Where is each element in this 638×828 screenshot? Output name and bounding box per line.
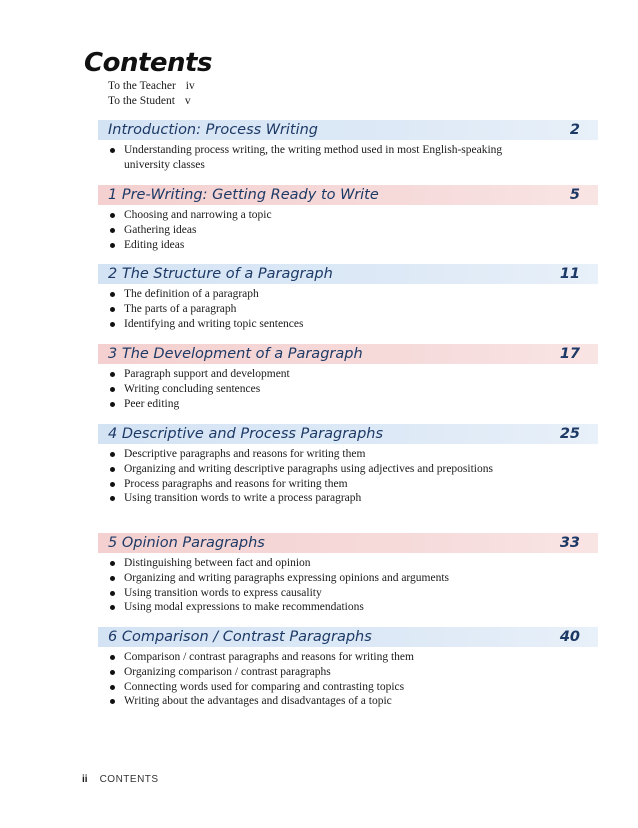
topic-item: Choosing and narrowing a topic xyxy=(98,208,544,223)
page-title: Contents xyxy=(84,48,212,78)
section-page-number: 33 xyxy=(559,535,580,551)
topic-item: Using modal expressions to make recommendations xyxy=(98,600,544,615)
toc-section-1 xyxy=(98,185,598,252)
section-header-bar xyxy=(98,424,598,444)
topic-item: Organizing and writing paragraphs expressing opinions and arguments xyxy=(98,571,544,586)
section-header-bar xyxy=(98,185,598,205)
front-matter-item xyxy=(108,94,195,109)
section-topic-list xyxy=(98,287,598,331)
front-matter-item xyxy=(108,79,195,94)
topic-item: Peer editing xyxy=(98,397,544,412)
topic-item: The definition of a paragraph xyxy=(98,287,544,302)
footer-page-number: ii xyxy=(82,774,88,785)
section-page-number: 17 xyxy=(559,346,580,362)
topic-item: Distinguishing between fact and opinion xyxy=(98,556,544,571)
toc-section-introduction xyxy=(98,120,598,173)
front-matter-list xyxy=(108,79,195,109)
section-title: 2 The Structure of a Paragraph xyxy=(108,266,333,282)
topic-item: Organizing and writing descriptive paragraphs using adjectives and prepositions xyxy=(98,462,544,477)
toc-section-3 xyxy=(98,344,598,411)
section-topic-list xyxy=(98,556,598,615)
topic-item: Using transition words to express causality xyxy=(98,586,544,601)
topic-item: Gathering ideas xyxy=(98,223,544,238)
front-matter-page: v xyxy=(184,95,191,107)
section-title: Introduction: Process Writing xyxy=(108,122,318,138)
topic-item: Writing concluding sentences xyxy=(98,382,544,397)
toc-section-4 xyxy=(98,424,598,506)
toc-section-2 xyxy=(98,264,598,331)
page-footer xyxy=(82,774,159,785)
section-page-number: 5 xyxy=(569,187,580,203)
topic-item: Organizing comparison / contrast paragraphs xyxy=(98,665,544,680)
section-header-bar xyxy=(98,120,598,140)
section-header-bar xyxy=(98,344,598,364)
section-title: 4 Descriptive and Process Paragraphs xyxy=(108,426,384,442)
section-topic-list xyxy=(98,367,598,411)
topic-item: Connecting words used for comparing and contrasting topics xyxy=(98,680,544,695)
topic-item: Using transition words to write a process paragraph xyxy=(98,491,544,506)
section-title: 5 Opinion Paragraphs xyxy=(108,535,265,551)
section-header-bar xyxy=(98,627,598,647)
section-header-bar xyxy=(98,533,598,553)
section-page-number: 11 xyxy=(559,266,580,282)
topic-item: Identifying and writing topic sentences xyxy=(98,317,544,332)
toc-section-5 xyxy=(98,533,598,615)
section-topic-list xyxy=(98,447,598,506)
section-topic-list xyxy=(98,143,598,173)
section-page-number: 40 xyxy=(559,629,580,645)
topic-item: Editing ideas xyxy=(98,238,544,253)
topic-item: Descriptive paragraphs and reasons for writing them xyxy=(98,447,544,462)
front-matter-page: iv xyxy=(185,80,195,92)
toc-section-6 xyxy=(98,627,598,709)
topic-item: The parts of a paragraph xyxy=(98,302,544,317)
section-page-number: 25 xyxy=(559,426,580,442)
front-matter-label: To the Teacher xyxy=(108,80,176,92)
section-topic-list xyxy=(98,650,598,709)
section-topic-list xyxy=(98,208,598,252)
section-title: 6 Comparison / Contrast Paragraphs xyxy=(108,629,372,645)
section-title: 1 Pre-Writing: Getting Ready to Write xyxy=(108,187,379,203)
topic-item: Process paragraphs and reasons for writing them xyxy=(98,477,544,492)
front-matter-label: To the Student xyxy=(108,95,175,107)
topic-item: Paragraph support and development xyxy=(98,367,544,382)
footer-running-head: CONTENTS xyxy=(99,774,159,785)
section-title: 3 The Development of a Paragraph xyxy=(108,346,363,362)
topic-item: Writing about the advantages and disadvantages of a topic xyxy=(98,694,544,709)
topic-item: Comparison / contrast paragraphs and reasons for writing them xyxy=(98,650,544,665)
section-page-number: 2 xyxy=(569,122,580,138)
topic-item: Understanding process writing, the writing method used in most English-speaking university classes xyxy=(98,143,544,173)
section-header-bar xyxy=(98,264,598,284)
